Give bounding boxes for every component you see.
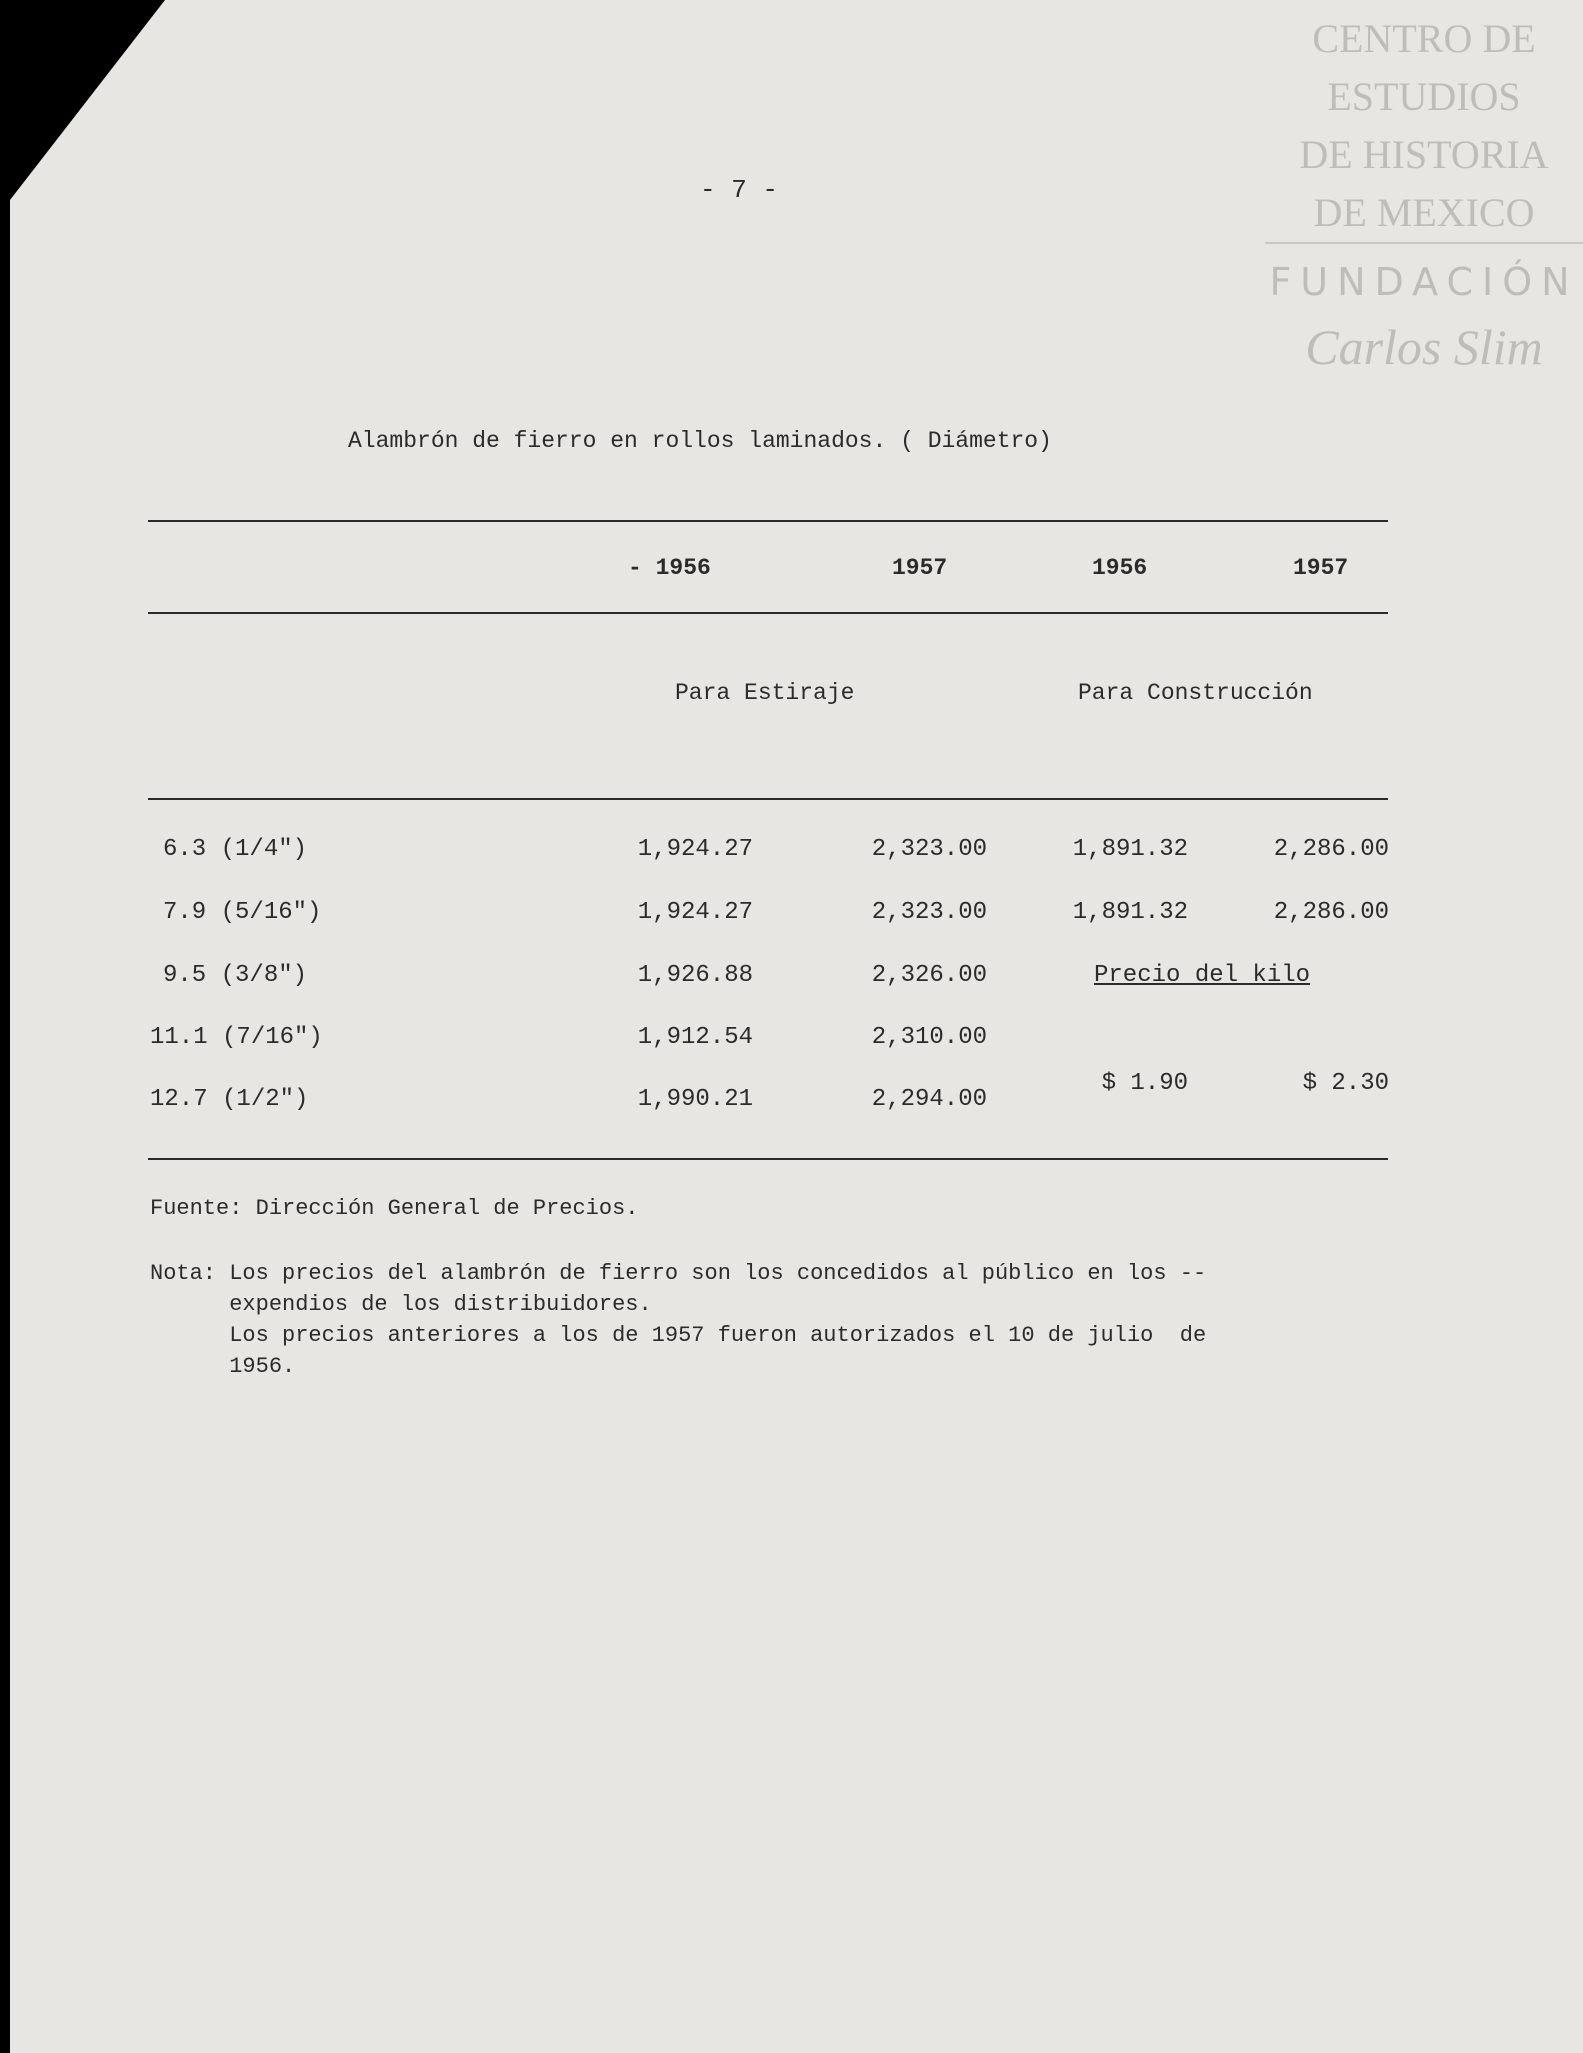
- table-title: Alambrón de fierro en rollos laminados. ( Diámetro): [348, 428, 1052, 454]
- row-diameter: 7.9 (5/16"): [163, 899, 322, 926]
- header-year: 1956: [1092, 555, 1148, 581]
- row-value: 2,286.00: [1273, 836, 1389, 863]
- row-diameter: 6.3 (1/4"): [163, 836, 308, 863]
- footnote-line: Los precios anteriores a los de 1957 fueron autorizados el 10 de julio de: [150, 1323, 1207, 1348]
- row-diameter: 9.5 (3/8"): [163, 962, 308, 989]
- row-value: 1,926.88: [637, 962, 753, 989]
- row-value: 1,924.27: [637, 836, 753, 863]
- row-value: 1,891.32: [1072, 899, 1188, 926]
- footnote: [150, 1258, 1206, 1382]
- watermark-line: CENTRO DE: [1312, 16, 1536, 61]
- header-year: 1957: [892, 555, 948, 581]
- row-value: 2,294.00: [871, 1086, 987, 1113]
- row-value: 2,286.00: [1273, 899, 1389, 926]
- rule-body: [148, 798, 1388, 800]
- row-value: 2,323.00: [871, 836, 987, 863]
- row-value: 1,990.21: [637, 1086, 753, 1113]
- row-value: 2,310.00: [871, 1024, 987, 1051]
- rule-bottom: [148, 1158, 1388, 1160]
- watermark-line: ESTUDIOS: [1327, 74, 1521, 119]
- header-year: 1957: [1293, 555, 1349, 581]
- watermark-divider: [1265, 242, 1583, 244]
- page-number: - 7 -: [700, 175, 779, 205]
- source-note: Fuente: Dirección General de Precios.: [150, 1196, 639, 1221]
- rule-header: [148, 612, 1388, 614]
- watermark-centro: [1265, 10, 1583, 242]
- kilo-price: $ 2.30: [1302, 1070, 1389, 1097]
- row-value: 1,891.32: [1072, 836, 1188, 863]
- footnote-line: 1956.: [150, 1354, 296, 1379]
- group-label: Para Construcción: [1078, 680, 1313, 706]
- footnote-line: Nota: Los precios del alambrón de fierro son los concedidos al público en los --: [150, 1261, 1207, 1286]
- kilo-price-label: Precio del kilo: [1094, 962, 1311, 989]
- row-value: 2,323.00: [871, 899, 987, 926]
- footnote-line: expendios de los distribuidores.: [150, 1292, 652, 1317]
- row-diameter: 12.7 (1/2"): [150, 1086, 309, 1113]
- rule-top: [148, 520, 1388, 522]
- row-value: 1,924.27: [637, 899, 753, 926]
- row-value: 1,912.54: [637, 1024, 753, 1051]
- watermark-line: DE HISTORIA: [1299, 132, 1549, 177]
- header-year: - 1956: [628, 555, 711, 581]
- group-label: Para Estiraje: [675, 680, 855, 706]
- row-value: 2,326.00: [871, 962, 987, 989]
- row-diameter: 11.1 (7/16"): [150, 1024, 323, 1051]
- watermark-line: DE MEXICO: [1313, 190, 1535, 235]
- kilo-price: $ 1.90: [1101, 1070, 1188, 1097]
- watermark-foundation: FUNDACIÓN: [1269, 260, 1579, 304]
- watermark-signature: Carlos Slim: [1305, 319, 1543, 375]
